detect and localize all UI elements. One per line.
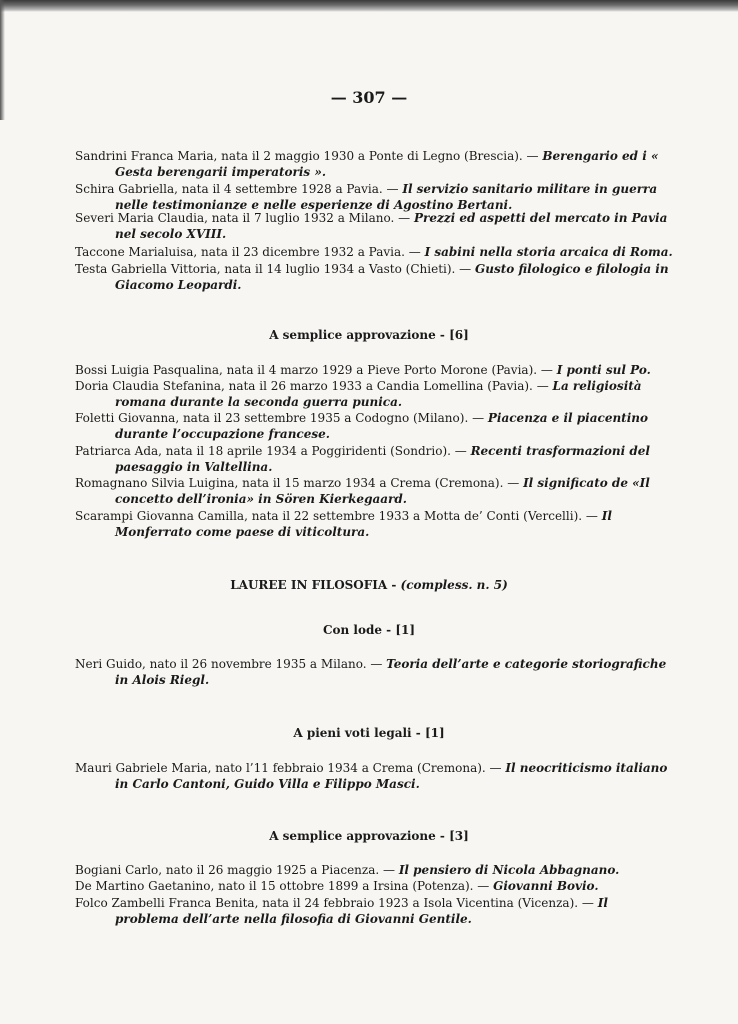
list-item: De Martino Gaetanino, nato il 15 ottobre 1899 a Irsina (Potenza). — Giovanni Bovio. [75,879,599,893]
list-item: Patriarca Ada, nata il 18 aprile 1934 a Poggiridenti (Sondrio). — Recenti trasformazioni del paesaggio in Valtellina. [75,444,650,474]
scan-top-edge [0,0,738,12]
list-item: Bossi Luigia Pasqualina, nata il 4 marzo 1929 a Pieve Porto Morone (Pavia). — I ponti sul Po. [75,363,651,377]
list-item: Scarampi Giovanna Camilla, nata il 22 settembre 1933 a Motta de’ Conti (Vercelli). — Il Monferrato come paese di viticoltura. [75,509,612,539]
list-item: Bogiani Carlo, nato il 26 maggio 1925 a Piacenza. — Il pensiero di Nicola Abbagnano. [75,863,620,877]
list-item: Schira Gabriella, nata il 4 settembre 1928 a Pavia. — Il servizio sanitario militare in guerra nelle testimonianze e nelle esperienze di Agostino Bertani. [75,182,658,212]
list-item: Mauri Gabriele Maria, nato l’11 febbraio 1934 a Crema (Cremona). — Il neocriticismo italiano in Carlo Cantoni, Guido Villa e Filippo Masci. [75,761,668,791]
section-heading: Con lode - [1] [322,623,416,637]
page-number: — 307 — [330,88,408,107]
list-item: Romagnano Silvia Luigina, nata il 15 marzo 1934 a Crema (Cremona). — Il significato de «Il concetto dell’ironia» in Sören Kierkegaard. [75,476,650,506]
list-item: Taccone Marialuisa, nata il 23 dicembre 1932 a Pavia. — I sabini nella storia arcaica di Roma. [75,245,673,259]
list-item: Foletti Giovanna, nata il 23 settembre 1935 a Codogno (Milano). — Piacenza e il piacentino durante l’occupazione francese. [75,411,649,441]
section-heading: A semplice approvazione - [6] [269,328,469,342]
list-item: Sandrini Franca Maria, nata il 2 maggio 1930 a Ponte di Legno (Brescia). — Berengario ed i « Gesta berengarii imperatoris ». [75,149,659,179]
list-item: Severi Maria Claudia, nata il 7 luglio 1932 a Milano. — Prezzi ed aspetti del mercato in Pavia nel secolo XVIII. [75,211,668,241]
list-item: Doria Claudia Stefanina, nata il 26 marzo 1933 a Candia Lomellina (Pavia). — La religiosità romana durante la seconda guerra punica. [75,379,642,409]
lauree-heading: LAUREE IN FILOSOFIA - (compless. n. 5) [230,578,508,592]
list-item: Folco Zambelli Franca Benita, nata il 24 febbraio 1923 a Isola Vicentina (Vicenza). — Il problema dell’arte nella filosofia di Giovanni Gentile. [75,896,608,926]
section-heading: A pieni voti legali - [1] [293,726,445,740]
list-item: Testa Gabriella Vittoria, nata il 14 luglio 1934 a Vasto (Chieti). — Gusto filologico e filologia in Giacomo Leopardi. [75,262,669,292]
list-item: Neri Guido, nato il 26 novembre 1935 a Milano. — Teoria dell’arte e categorie storiografiche in Alois Riegl. [75,657,667,687]
section-heading: A semplice approvazione - [3] [269,829,469,843]
